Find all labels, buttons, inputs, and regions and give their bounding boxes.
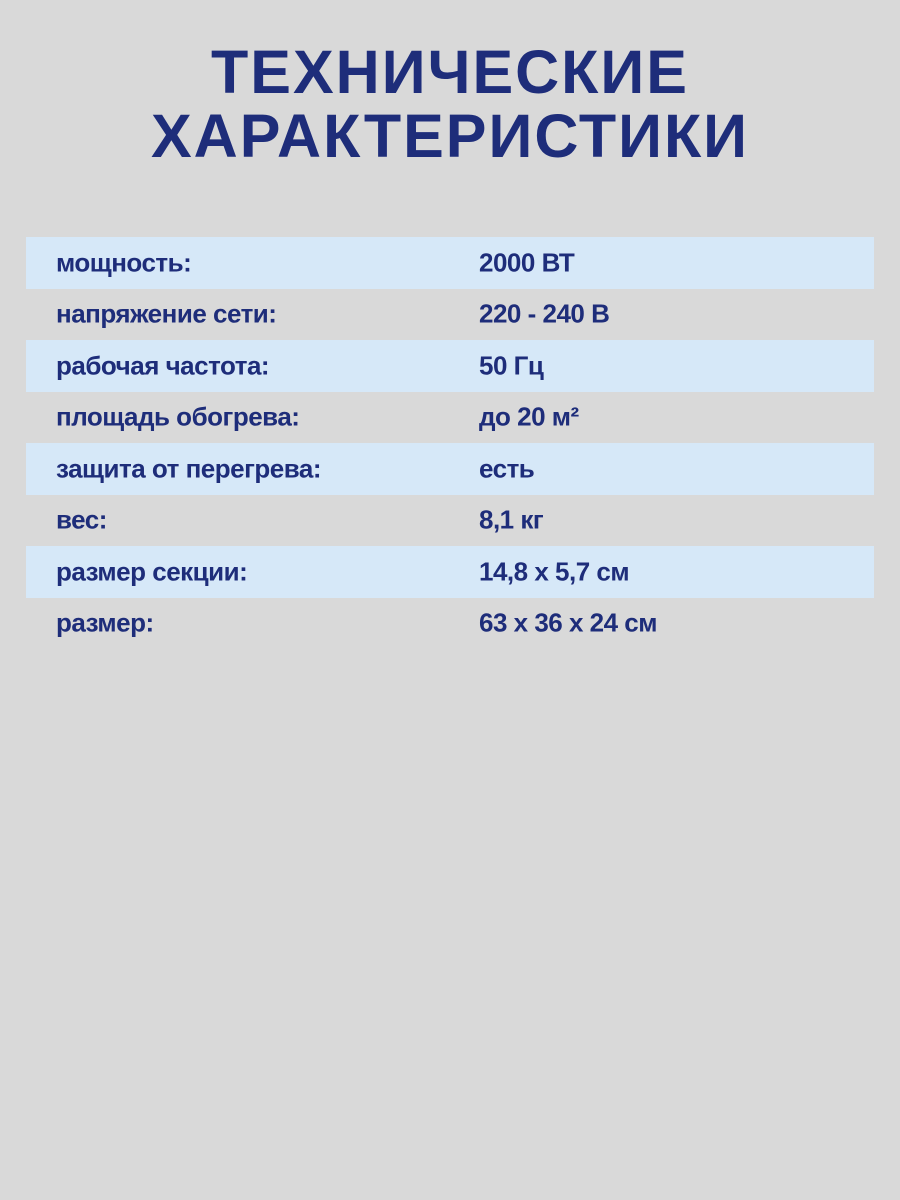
spec-row-power xyxy=(26,237,874,289)
spec-label: вес: xyxy=(56,504,107,535)
spec-value: 2000 ВТ xyxy=(479,247,575,278)
page-title-line-2: ХАРАКТЕРИСТИКИ xyxy=(150,102,750,170)
spec-value: 14,8 х 5,7 см xyxy=(479,556,630,587)
spec-row-heating-area xyxy=(26,392,874,444)
spec-label: защита от перегрева: xyxy=(56,453,322,484)
spec-value: 63 х 36 х 24 см xyxy=(479,607,657,638)
spec-value: до 20 м² xyxy=(479,401,579,432)
spec-row-weight xyxy=(26,495,874,547)
spec-row-frequency xyxy=(26,340,874,392)
spec-value: 220 - 240 В xyxy=(479,298,610,329)
spec-row-overheat-protection xyxy=(26,443,874,495)
spec-label: площадь обогрева: xyxy=(56,401,300,432)
spec-value: 50 Гц xyxy=(479,350,544,381)
spec-row-size xyxy=(26,598,874,650)
page-title-line-1: ТЕХНИЧЕСКИЕ xyxy=(211,38,689,106)
spec-value: есть xyxy=(479,453,535,484)
page-title xyxy=(0,40,900,168)
spec-label: размер: xyxy=(56,607,154,638)
spec-row-voltage xyxy=(26,289,874,341)
spec-label: размер секции: xyxy=(56,556,248,587)
specs-table xyxy=(26,237,874,649)
spec-row-section-size xyxy=(26,546,874,598)
spec-label: рабочая частота: xyxy=(56,350,270,381)
spec-label: напряжение сети: xyxy=(56,298,277,329)
spec-value: 8,1 кг xyxy=(479,504,544,535)
spec-label: мощность: xyxy=(56,247,192,278)
